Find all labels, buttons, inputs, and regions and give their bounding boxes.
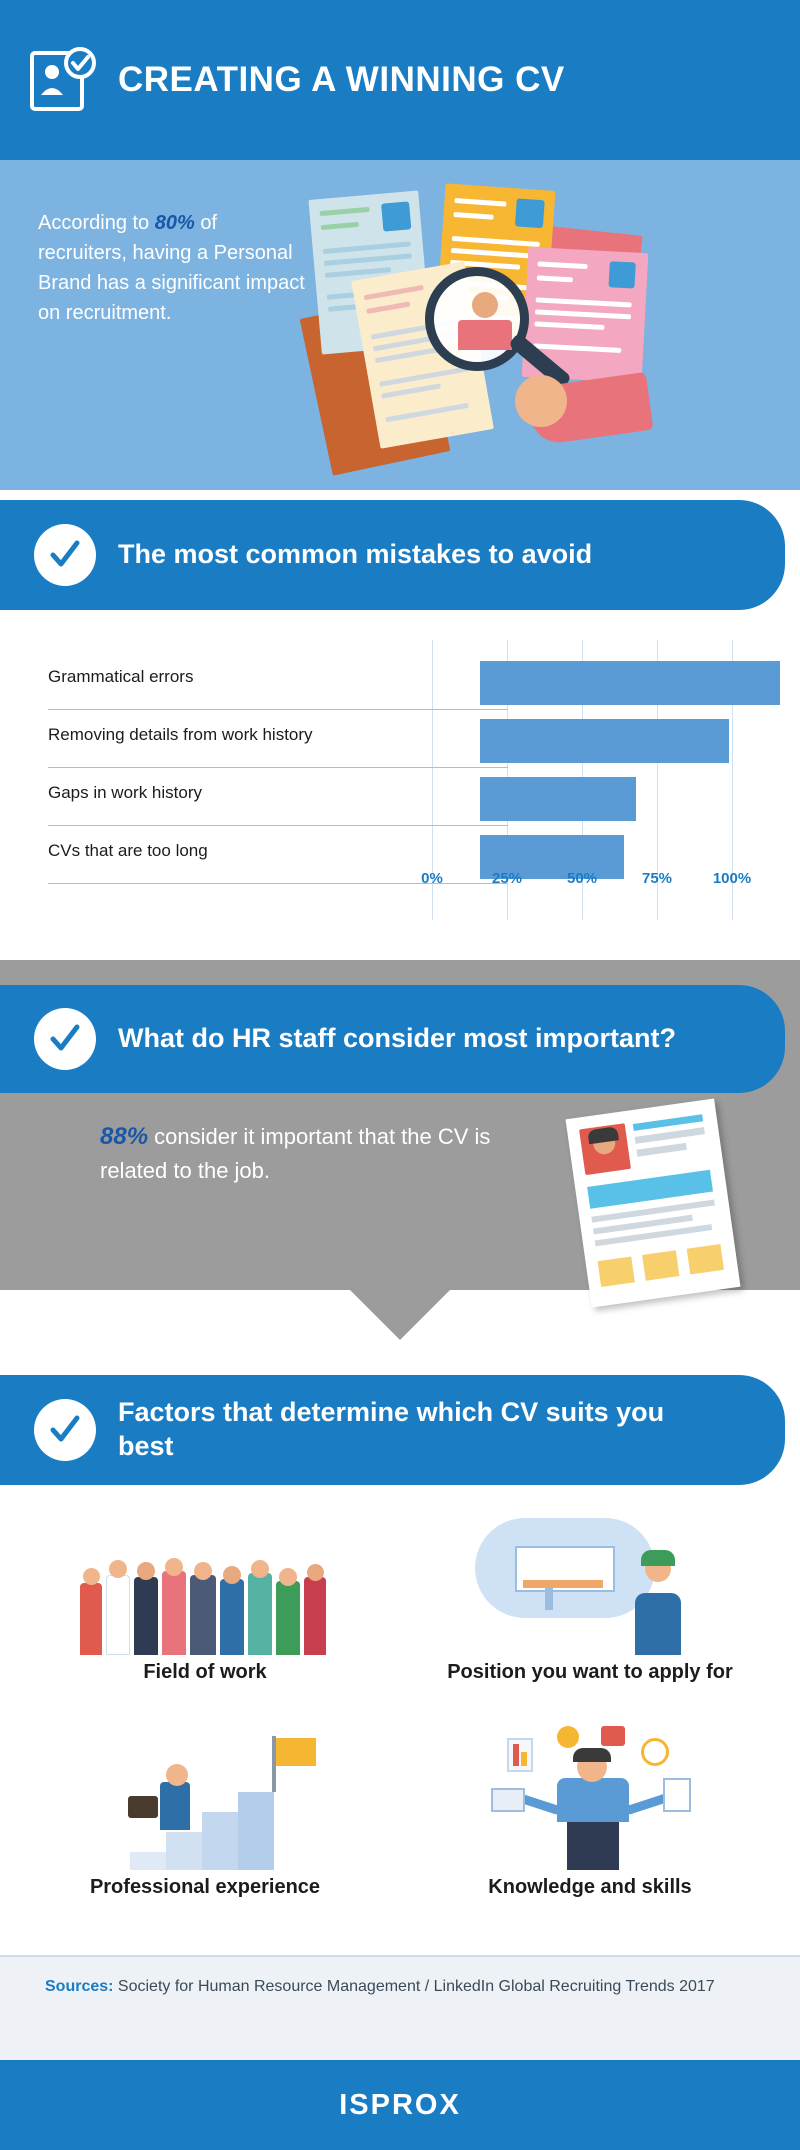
section-header-hr — [0, 985, 785, 1093]
factor-label: Knowledge and skills — [488, 1876, 692, 1898]
intro-highlight: 80% — [154, 212, 195, 234]
mistakes-bar-chart — [0, 640, 800, 920]
factor-item — [395, 1725, 785, 1899]
factor-label: Position you want to apply for — [447, 1661, 733, 1683]
chart-x-axis — [421, 870, 752, 894]
businessman-climbing-stairs-illustration — [10, 1725, 400, 1870]
chart-bar-label: Grammatical errors — [48, 667, 194, 686]
chart-tick: 25% — [491, 870, 523, 887]
cv-document-illustration — [566, 1098, 741, 1307]
sources-section — [0, 1955, 800, 2060]
section-header-mistakes — [0, 500, 785, 610]
section-header-factors — [0, 1375, 785, 1485]
factors-grid — [0, 1510, 800, 1940]
intro-text — [38, 208, 308, 328]
chart-tick: 100% — [712, 870, 752, 887]
intro-section — [0, 160, 800, 490]
group-of-professionals-illustration — [10, 1510, 400, 1655]
sources-label: Sources: — [45, 1978, 114, 1995]
chart-bar-fill — [480, 719, 729, 763]
section-title-hr: What do HR staff consider most important? — [118, 1023, 677, 1054]
check-mark-icon — [34, 524, 96, 586]
intro-text-after: of recruiters, having a Personal Brand has a significant impact on recruitment. — [38, 212, 305, 324]
id-card-check-icon — [30, 47, 96, 113]
header — [0, 0, 800, 160]
factor-item — [395, 1510, 785, 1684]
chart-tick: 50% — [566, 870, 598, 887]
chart-bar-fill — [480, 661, 780, 705]
chart-bar-label: Gaps in work history — [48, 783, 202, 802]
brand-logo: ISPROX — [339, 2088, 461, 2121]
factor-item — [10, 1725, 400, 1899]
chart-tick: 0% — [421, 870, 443, 887]
section-title-factors: Factors that determine which CV suits you best — [118, 1397, 665, 1461]
chart-tick: 75% — [641, 870, 673, 887]
intro-text-before: According to — [38, 212, 155, 234]
page-title: CREATING A WINNING CV — [118, 60, 565, 99]
chart-bar-row — [48, 716, 758, 768]
hr-stat-text — [100, 1120, 530, 1187]
chart-bar-label: Removing details from work history — [48, 725, 313, 744]
factor-item — [10, 1510, 400, 1684]
person-thinking-about-office-illustration — [395, 1510, 785, 1655]
chart-bar-row — [48, 658, 758, 710]
chart-bar-label: CVs that are too long — [48, 841, 208, 860]
factor-label: Professional experience — [89, 1876, 321, 1898]
factor-label: Field of work — [143, 1661, 267, 1683]
magnifier-icon — [425, 267, 529, 371]
check-mark-icon — [34, 1399, 96, 1461]
check-mark-icon — [34, 1008, 96, 1070]
footer — [0, 2060, 800, 2150]
hr-stat-body: consider it important that the CV is related to the job. — [100, 1124, 491, 1183]
cv-documents-magnifier-illustration — [320, 175, 790, 485]
chart-bar-fill — [480, 777, 636, 821]
multitasking-person-illustration — [395, 1725, 785, 1870]
hr-stat-highlight: 88% — [100, 1123, 149, 1150]
sources-body: Society for Human Resource Management / LinkedIn Global Recruiting Trends 2017 — [113, 1978, 715, 1995]
sources-text — [45, 1975, 755, 1998]
section-title-mistakes: The most common mistakes to avoid — [118, 539, 593, 570]
chart-bar-row — [48, 774, 758, 826]
